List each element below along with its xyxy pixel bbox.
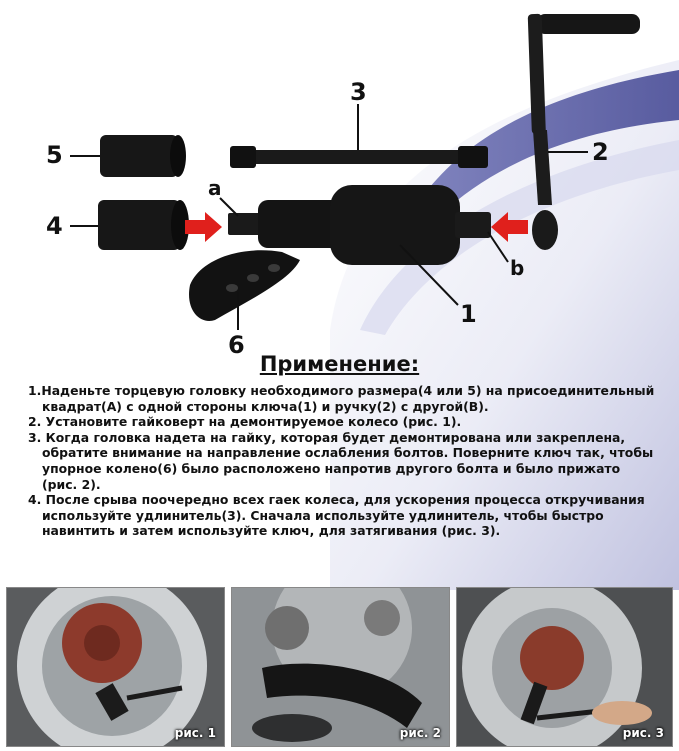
photo-fig-2 [231, 587, 450, 747]
instruction-step-3: 3. Когда головка надета на гайку, которая будет демонтирована или закреплена, обратите внимание на направление ослабления болтов. Поверните ключ так, чтобы упорное колено(6) было расположено напротив другого болта и было прижато (рис. 2). [28, 429, 654, 492]
socket-5 [100, 135, 186, 177]
callout-a: a [208, 176, 222, 200]
instruction-step-4: 4. После срыва поочередно всех гаек колеса, для ускорения процесса откручивания используйте удлинитель(3). Сначала используйте удлинитель, чтобы быстро навинтить и затем используйте ключ, для затягивания (рис. 3). [28, 492, 645, 539]
callout-3: 3 [350, 78, 367, 106]
instruction-step-2: 2. Установите гайковерт на демонтируемое колесо (рис. 1). [28, 414, 462, 430]
socket-4 [98, 200, 189, 250]
photo-strip [6, 587, 673, 747]
tool-diagram [0, 0, 679, 360]
crank-handle [528, 14, 640, 250]
photo-caption-1: рис. 1 [174, 726, 216, 740]
arrow-right-red [491, 212, 528, 242]
torque-multiplier-body [189, 185, 491, 321]
instructions-list [28, 383, 658, 539]
photo-fig-3 [456, 587, 673, 747]
photo-caption-3: рис. 3 [622, 726, 664, 740]
callout-1: 1 [460, 300, 477, 328]
photo-caption-2: рис. 2 [399, 726, 441, 740]
arrow-left-red [185, 212, 222, 242]
callout-5: 5 [46, 141, 63, 169]
callout-b: b [510, 256, 525, 280]
photo-fig-1 [6, 587, 225, 747]
callout-6: 6 [228, 331, 245, 359]
instructions-heading: Применение: [259, 352, 420, 376]
callout-4: 4 [46, 212, 63, 240]
callout-2: 2 [592, 138, 609, 166]
instruction-step-1: 1.Наденьте торцевую головку необходимого размера(4 или 5) на присоединительный квадрат(А) с одной стороны ключа(1) и ручку(2) с другой(В). [28, 383, 655, 414]
